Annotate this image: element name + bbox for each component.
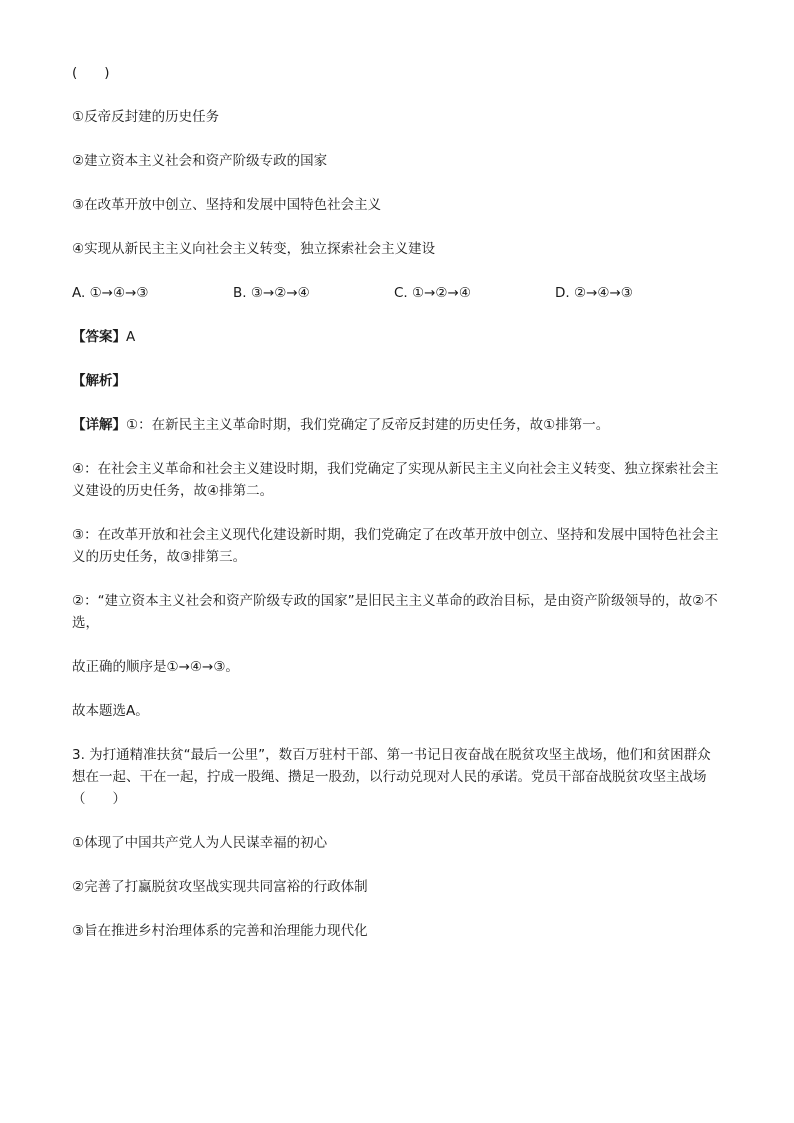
question-2-stem-tail: ( ) — [72, 65, 110, 81]
final-answer-line: 故本题选A。 — [72, 703, 149, 719]
document-page — [72, 62, 722, 942]
q2-item-3: ③在改革开放中创立、坚持和发展中国特色社会主义 — [72, 197, 382, 213]
analysis-line — [72, 370, 722, 392]
q2-item-1: ①反帝反封建的历史任务 — [72, 109, 220, 125]
option-d: D. ②→④→③ — [555, 285, 633, 301]
answer-line — [72, 326, 722, 348]
q2-options — [72, 282, 722, 304]
detail-paragraph-4: ②：“建立资本主义社会和资产阶级专政的国家”是旧民主主义革命的政治目标，是由资产阶级领导的，故②不选， — [72, 593, 718, 631]
q3-item-3: ③旨在推进乡村治理体系的完善和治理能力现代化 — [72, 923, 368, 939]
answer-value: A — [126, 329, 136, 345]
q3-item-1: ①体现了中国共产党人为人民谋幸福的初心 — [72, 835, 328, 851]
conclusion-line: 故正确的顺序是①→④→③。 — [72, 659, 239, 675]
answer-tag: 【答案】 — [72, 329, 126, 345]
detail-1-text: ①：在新民主主义革命时期，我们党确定了反帝反封建的历史任务，故①排第一。 — [126, 417, 610, 433]
analysis-tag: 【解析】 — [72, 373, 126, 389]
q2-item-2: ②建立资本主义社会和资产阶级专政的国家 — [72, 153, 328, 169]
detail-paragraph-2: ④：在社会主义革命和社会主义建设时期，我们党确定了实现从新民主主义向社会主义转变、独立探索社会主义建设的历史任务，故④排第二。 — [72, 461, 719, 499]
option-b: B. ③→②→④ — [233, 285, 310, 301]
q3-item-2: ②完善了打赢脱贫攻坚战实现共同富裕的行政体制 — [72, 879, 368, 895]
detail-paragraph-3: ③：在改革开放和社会主义现代化建设新时期，我们党确定了在改革开放中创立、坚持和发展中国特色社会主义的历史任务，故③排第三。 — [72, 527, 719, 565]
question-3-stem: 3. 为打通精准扶贫“最后一公里”，数百万驻村干部、第一书记日夜奋战在脱贫攻坚主战场，他们和贫困群众想在一起、干在一起，拧成一股绳、攒足一股劲，以行动兑现对人民的承诺。党员干部奋战脱贫攻坚主战场（ ） — [72, 747, 711, 807]
option-a: A. ①→④→③ — [72, 285, 149, 301]
option-c: C. ①→②→④ — [394, 285, 471, 301]
detail-tag: 【详解】 — [72, 417, 126, 433]
detail-line-1 — [72, 414, 722, 436]
q2-item-4: ④实现从新民主主义向社会主义转变，独立探索社会主义建设 — [72, 241, 436, 257]
